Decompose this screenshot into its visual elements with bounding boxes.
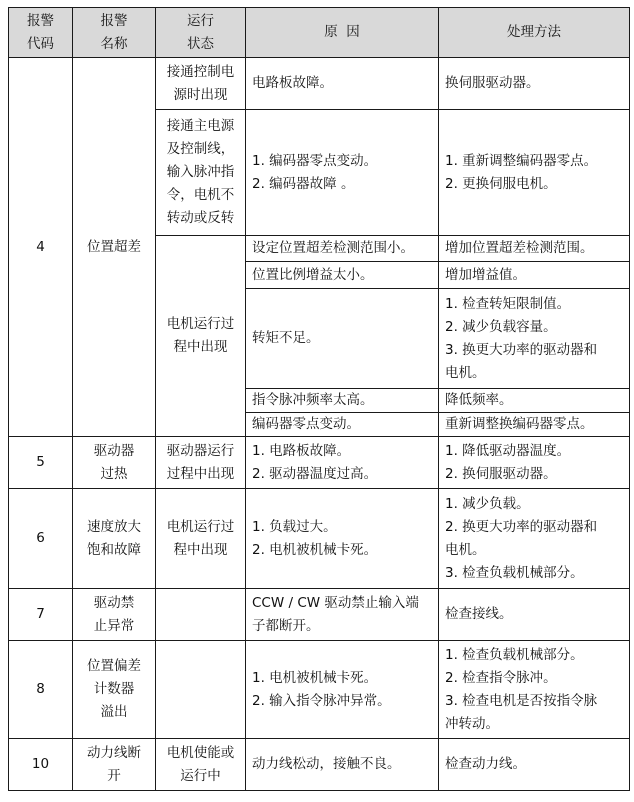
- alarm-code-cell: 7: [9, 589, 73, 641]
- alarm-name-cell: 驱动器 过热: [73, 437, 156, 489]
- header-code: 报警 代码: [9, 8, 73, 58]
- table-row: [9, 437, 630, 489]
- alarm-code-cell: 10: [9, 739, 73, 791]
- cause-cell: 动力线松动，接触不良。: [246, 739, 439, 791]
- state-cell: 电机运行过 程中出现: [156, 489, 246, 589]
- header-state: 运行 状态: [156, 8, 246, 58]
- cause-cell: 1. 负载过大。 2. 电机被机械卡死。: [246, 489, 439, 589]
- state-cell: 电机运行过 程中出现: [156, 236, 246, 437]
- cause-cell: 1. 电路板故障。 2. 驱动器温度过高。: [246, 437, 439, 489]
- state-cell: 驱动器运行 过程中出现: [156, 437, 246, 489]
- cause-cell: 指令脉冲频率太高。: [246, 389, 439, 413]
- cause-cell: 电路板故障。: [246, 58, 439, 110]
- solution-cell: 1. 检查负载机械部分。 2. 检查指令脉冲。 3. 检查电机是否按指令脉 冲转动。: [439, 641, 630, 739]
- alarm-name-cell: 速度放大 饱和故障: [73, 489, 156, 589]
- solution-cell: 检查动力线。: [439, 739, 630, 791]
- solution-cell: 降低频率。: [439, 389, 630, 413]
- solution-cell: 重新调整换编码器零点。: [439, 413, 630, 437]
- alarm-code-cell: 6: [9, 489, 73, 589]
- solution-cell: 1. 降低驱动器温度。 2. 换伺服驱动器。: [439, 437, 630, 489]
- cause-cell: 转矩不足。: [246, 289, 439, 389]
- solution-cell: 1. 检查转矩限制值。 2. 减少负载容量。 3. 换更大功率的驱动器和 电机。: [439, 289, 630, 389]
- state-cell: 接通主电源 及控制线， 输入脉冲指 令，电机不 转动或反转: [156, 110, 246, 236]
- alarm-name-cell: 动力线断 开: [73, 739, 156, 791]
- solution-cell: 换伺服驱动器。: [439, 58, 630, 110]
- cause-cell: CCW / CW 驱动禁止输入端 子都断开。: [246, 589, 439, 641]
- cause-cell: 1. 电机被机械卡死。 2. 输入指令脉冲异常。: [246, 641, 439, 739]
- cause-cell: 位置比例增益太小。: [246, 262, 439, 289]
- cause-cell: 1. 编码器零点变动。 2. 编码器故障 。: [246, 110, 439, 236]
- cause-cell: 设定位置超差检测范围小。: [246, 236, 439, 262]
- header-cause: 原 因: [246, 8, 439, 58]
- alarm-table: [8, 7, 630, 791]
- table-row: [9, 58, 630, 110]
- alarm-name-cell: 驱动禁 止异常: [73, 589, 156, 641]
- solution-cell: 增加位置超差检测范围。: [439, 236, 630, 262]
- table-row: [9, 489, 630, 589]
- table-row: [9, 739, 630, 791]
- table-row: [9, 641, 630, 739]
- alarm-code-cell: 5: [9, 437, 73, 489]
- header-name: 报警 名称: [73, 8, 156, 58]
- header-row: [9, 8, 630, 58]
- state-cell: [156, 589, 246, 641]
- state-cell: 电机使能或 运行中: [156, 739, 246, 791]
- alarm-code-cell: 8: [9, 641, 73, 739]
- state-cell: 接通控制电 源时出现: [156, 58, 246, 110]
- alarm-code-cell: 4: [9, 58, 73, 437]
- header-solution: 处理方法: [439, 8, 630, 58]
- alarm-name-cell: 位置超差: [73, 58, 156, 437]
- table-row: [9, 589, 630, 641]
- state-cell: [156, 641, 246, 739]
- solution-cell: 检查接线。: [439, 589, 630, 641]
- cause-cell: 编码器零点变动。: [246, 413, 439, 437]
- solution-cell: 1. 减少负载。 2. 换更大功率的驱动器和 电机。 3. 检查负载机械部分。: [439, 489, 630, 589]
- solution-cell: 1. 重新调整编码器零点。 2. 更换伺服电机。: [439, 110, 630, 236]
- solution-cell: 增加增益值。: [439, 262, 630, 289]
- alarm-name-cell: 位置偏差 计数器 溢出: [73, 641, 156, 739]
